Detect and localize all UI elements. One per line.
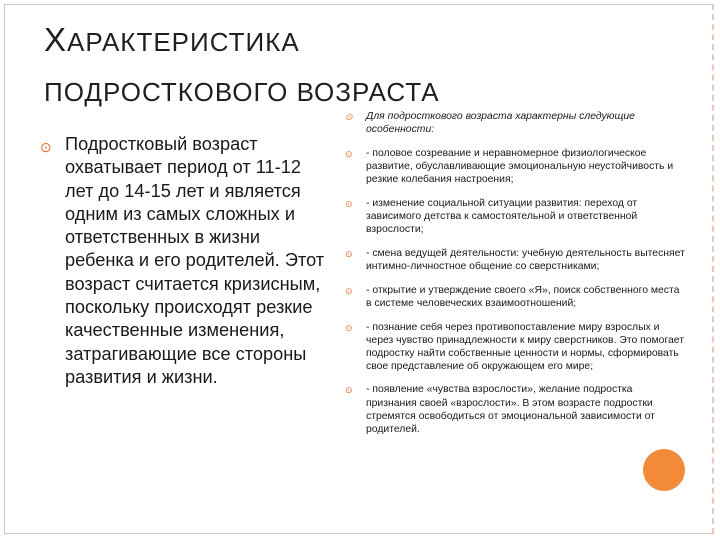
slide-title — [44, 18, 440, 114]
ring-bullet-icon: ⊙ — [345, 322, 353, 333]
left-paragraph: Подростковый возраст охватывает период от 11-12 лет до 14-15 лет и является одним из самых сложных и ответственных в жизни ребенка и его родителей. Этот возраст считается кризисным, поскольку происходят резкие качественные изменения, затрагивающие все стороны развития и жизни. — [65, 134, 325, 387]
ring-bullet-icon: ⊙ — [345, 248, 353, 259]
ring-bullet-icon: ⊙ — [40, 139, 52, 155]
ring-bullet-icon: ⊙ — [345, 199, 353, 210]
list-item — [345, 197, 685, 236]
left-column — [40, 133, 330, 389]
right-column — [345, 110, 685, 446]
title-initial: Х — [44, 21, 68, 58]
ring-bullet-icon: ⊙ — [345, 149, 353, 160]
list-item-text: - познание себя через противопоставление миру взрослых и через чувство принадлежности к миру сверстников. Это помогает подростку найти собственные ценности и нормы, сформировать свое представление об окружающем его мире; — [366, 321, 684, 372]
list-item — [345, 321, 685, 373]
ring-bullet-icon: ⊙ — [345, 285, 353, 296]
list-item-text: - появление «чувства взрослости», желание подростка признания своей «взрослости». В этом возрасте подростки стремятся освободиться от эмоциональной зависимости от родителей. — [366, 384, 655, 435]
list-item-text: - смена ведущей деятельности: учебную деятельность вытесняет интимно-личностное общение со сверстниками; — [366, 247, 685, 273]
title-line-1-rest: АРАКТЕРИСТИКА — [67, 27, 300, 57]
list-item-text: Для подросткового возраста характерны следующие особенности: — [366, 111, 635, 136]
list-item-text: - половое созревание и неравномерное физиологическое развитие, обуславливающие эмоциональную неустойчивость и резкие колебания настроения; — [366, 148, 674, 186]
list-item-text: - открытие и утверждение своего «Я», поиск собственного места в системе человеческих взаимоотношений; — [366, 284, 680, 309]
title-line-1 — [44, 18, 440, 64]
list-item — [345, 247, 685, 273]
list-item — [345, 110, 685, 136]
ring-bullet-icon: ⊙ — [345, 112, 353, 122]
list-item-text: - изменение социальной ситуации развития: переход от зависимого детства к самостоятельной и ответственной взрослости; — [366, 198, 638, 236]
ring-bullet-icon: ⊙ — [345, 385, 353, 396]
title-line-2: ПОДРОСТКОВОГО ВОЗРАСТА — [44, 77, 440, 107]
list-item — [345, 147, 685, 186]
list-item — [345, 383, 685, 435]
accent-circle — [643, 449, 685, 491]
list-item — [345, 284, 685, 310]
